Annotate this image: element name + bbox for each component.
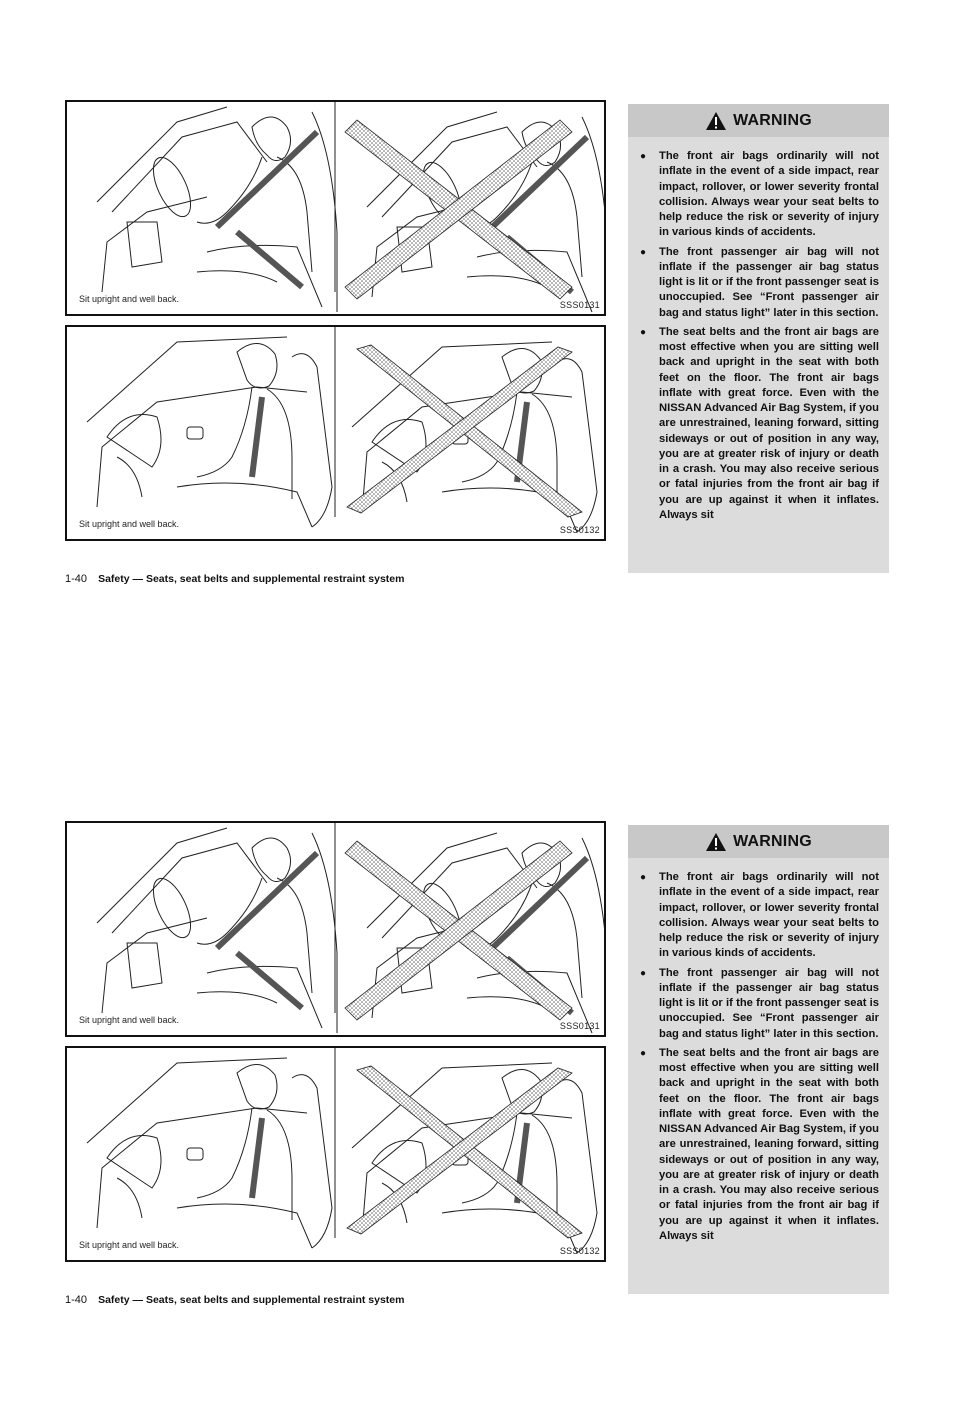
manual-page xyxy=(0,100,954,700)
warning-title: WARNING xyxy=(733,111,812,129)
list-item: ● The seat belts and the front air bags are most effective when you are sitting well back and upright in the seat with both feet on the floor. The front air bags inflate with great force. Even with the NISSAN Advanced Air Bag System, if you are unrestrained, leaning forward, sitting sideways or out of position in any way, you are at greater risk of injury or death in a crash. You may also receive serious or fatal injuries from the front air bag if you are up against it when it inflates. Always sit xyxy=(640,325,879,521)
bullet-icon: ● xyxy=(640,326,647,338)
bullet-icon: ● xyxy=(640,151,647,162)
seat-posture-drawing xyxy=(67,1048,604,1260)
list-item: ● The seat belts and the front air bags are most effective when you are sitting well back and upright in the seat with both feet on the floor. The front air bags inflate with great force. Even with the NISSAN Advanced Air Bag System, if you are unrestrained, leaning forward, sitting sideways or out of position in any way, you are at greater risk of injury or death in a crash. You may also receive serious or fatal injuries from the front air bag if you are up against it when it inflates. Always sit xyxy=(640,1046,879,1242)
bullet-icon: ● xyxy=(640,1047,647,1059)
bullet-icon: ● xyxy=(640,246,647,258)
seat-posture-drawing xyxy=(67,823,604,1035)
page-footer xyxy=(65,1294,404,1306)
figure-code: SSS0131 xyxy=(559,1021,600,1031)
figure-caption: Sit upright and well back. xyxy=(79,519,180,529)
page-number: 1-40 xyxy=(65,1294,88,1306)
figure-caption: Sit upright and well back. xyxy=(79,1015,180,1025)
figure-code: SSS0132 xyxy=(559,525,600,535)
figure-caption: Sit upright and well back. xyxy=(79,1240,180,1250)
figure-caption: Sit upright and well back. xyxy=(79,294,180,304)
section-title: Safety — Seats, seat belts and supplemental restraint system xyxy=(98,573,405,585)
bullet-icon: ● xyxy=(640,872,647,883)
warning-icon xyxy=(705,111,727,131)
list-item: ● The front passenger air bag will not inflate if the passenger air bag status light is lit or if the front passenger seat is unoccupied. See “Front passenger air bag and status light” later in this section. xyxy=(640,245,879,319)
warning-list xyxy=(628,149,889,523)
section-title: Safety — Seats, seat belts and supplemental restraint system xyxy=(98,1294,405,1306)
seat-posture-drawing xyxy=(67,327,604,539)
page-footer xyxy=(65,573,404,585)
warning-list xyxy=(628,870,889,1244)
page-number: 1-40 xyxy=(65,573,88,585)
warning-header xyxy=(628,104,889,137)
illustration-driver-posture xyxy=(65,821,606,1037)
figure-code: SSS0131 xyxy=(559,300,600,310)
incorrect-cross-mark xyxy=(345,841,572,1020)
warning-icon xyxy=(705,832,727,852)
seat-posture-drawing xyxy=(67,102,604,314)
incorrect-cross-mark xyxy=(345,120,572,299)
warning-title: WARNING xyxy=(733,832,812,850)
list-item: ● The front air bags ordinarily will not inflate in the event of a side impact, rear impact, rollover, or lower severity frontal collision. Always wear your seat belts to help reduce the risk or severity of injury in various kinds of accidents. xyxy=(640,871,879,960)
figure-code: SSS0132 xyxy=(559,1246,600,1256)
warning-header xyxy=(628,825,889,858)
manual-page xyxy=(0,821,954,1421)
illustration-passenger-posture xyxy=(65,1046,606,1262)
illustration-driver-posture xyxy=(65,100,606,316)
incorrect-cross-mark xyxy=(347,345,582,517)
list-item: ● The front passenger air bag will not inflate if the passenger air bag status light is lit or if the front passenger seat is unoccupied. See “Front passenger air bag and status light” later in this section. xyxy=(640,966,879,1040)
illustration-passenger-posture xyxy=(65,325,606,541)
incorrect-cross-mark xyxy=(347,1066,582,1238)
warning-box xyxy=(628,104,889,573)
list-item: ● The front air bags ordinarily will not inflate in the event of a side impact, rear impact, rollover, or lower severity frontal collision. Always wear your seat belts to help reduce the risk or severity of injury in various kinds of accidents. xyxy=(640,150,879,239)
bullet-icon: ● xyxy=(640,967,647,979)
warning-box xyxy=(628,825,889,1294)
